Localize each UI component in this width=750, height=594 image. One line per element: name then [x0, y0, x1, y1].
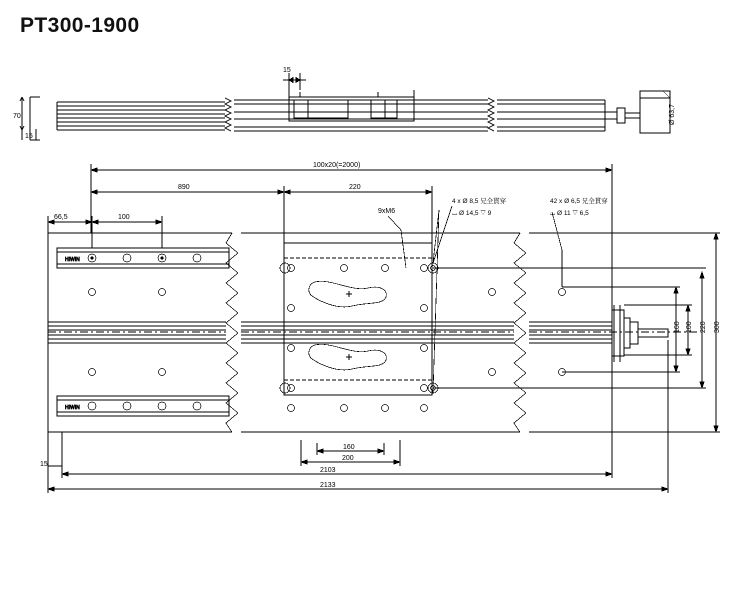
dim-diameter-63-7: Ø 63,7 — [669, 103, 676, 125]
dim-15-left: 15 — [25, 133, 33, 140]
note-hole-8-5-line2: ⌴ Ø 14,5 ▽ 9 — [452, 210, 492, 217]
dim-220: 220 — [349, 184, 361, 191]
rail-brand-bottom: HIWIN — [65, 405, 80, 411]
dim-pitch: 100x20(=2000) — [313, 162, 361, 169]
dim-220-right: 220 — [700, 321, 707, 333]
note-hole-6-5-line2: ⌴ Ø 11 ▽ 6,5 — [550, 210, 589, 217]
dim-160-right: 160 — [674, 321, 681, 333]
note-hole-6-5-line1: 42 x Ø 6,5 兄全貫穿 — [550, 198, 608, 205]
dim-890: 890 — [178, 184, 190, 191]
dim-15-bottom-left: 15 — [40, 461, 48, 468]
dim-100-right: 100 — [686, 321, 693, 333]
dim-200-bottom: 200 — [342, 455, 354, 462]
dim-66-5: 66,5 — [54, 214, 68, 221]
dim-2133: 2133 — [320, 482, 336, 489]
dim-70-left: 70 — [13, 113, 21, 120]
rail-brand-top: HIWIN — [65, 257, 80, 263]
annotation-labels — [378, 196, 608, 217]
note-thread: 9xM6 — [378, 208, 396, 215]
side-elevation-view — [20, 73, 670, 140]
dim-15-top: 15 — [283, 67, 291, 74]
dim-100: 100 — [118, 214, 130, 221]
note-hole-8-5-line1: 4 x Ø 8,5 兄全貫穿 — [452, 198, 507, 205]
page-title: PT300-1900 — [20, 14, 140, 37]
dim-2103: 2103 — [320, 467, 336, 474]
dim-300-right: 300 — [714, 321, 721, 333]
dim-160-bottom: 160 — [343, 444, 355, 451]
